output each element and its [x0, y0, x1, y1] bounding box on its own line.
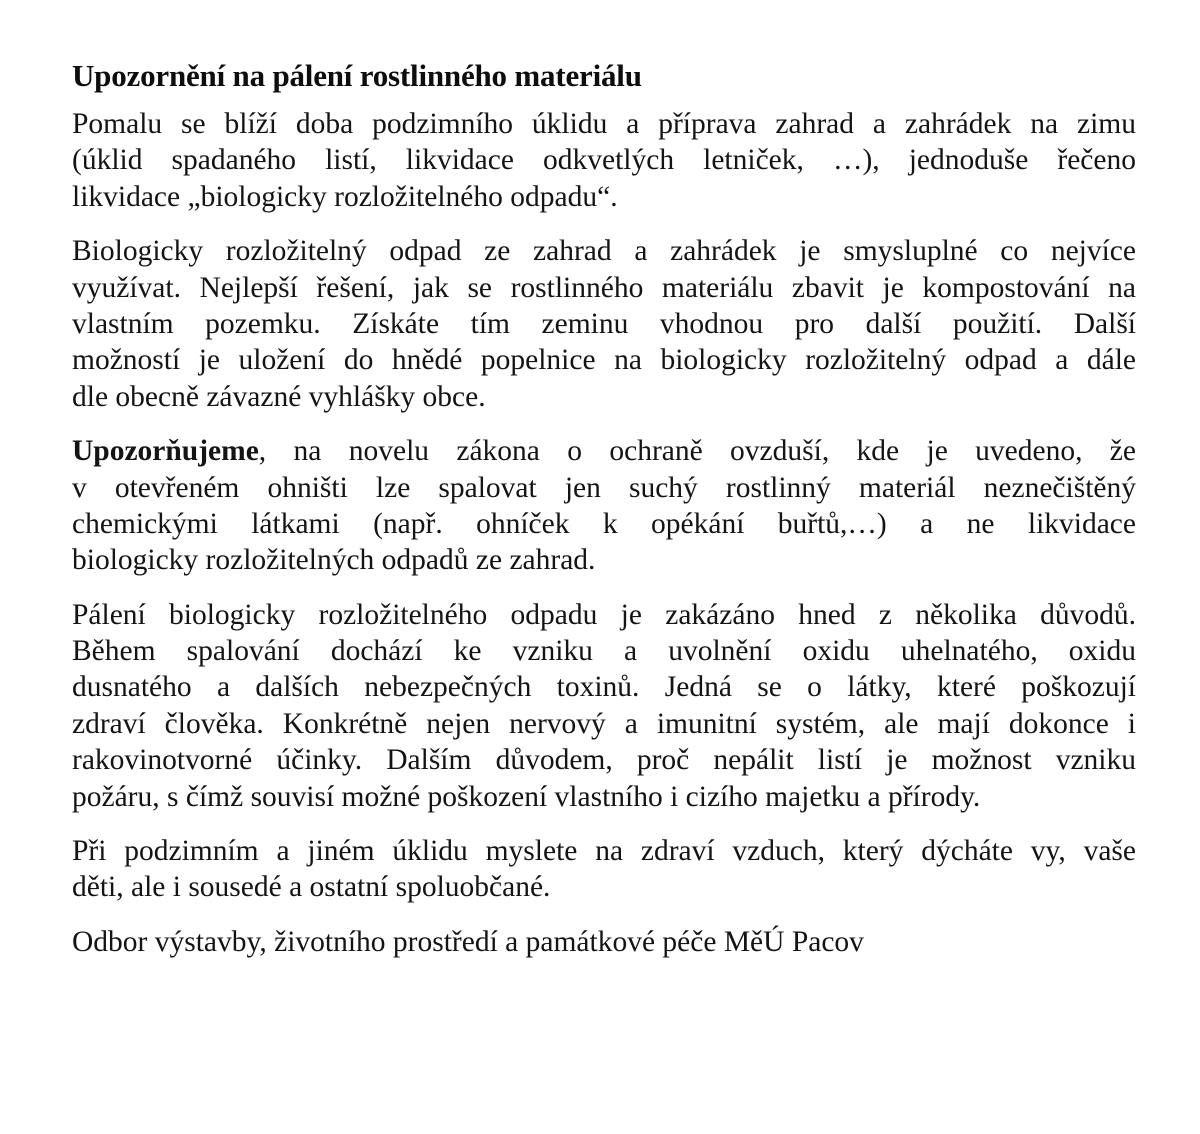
- paragraph-autumn-cleanup: [72, 106, 1136, 215]
- text-line: Biologicky rozložitelný odpad ze zahrad a zahrádek je smysluplné co nejvíce: [72, 235, 1136, 268]
- document-title: Upozornění na pálení rostlinného materiálu: [72, 58, 642, 93]
- text-line: zdraví člověka. Konkrétně nejen nervový a imunitní systém, ale mají dokonce i: [72, 707, 1136, 740]
- bold-lead-word: Upozorňujeme: [72, 435, 259, 468]
- text-line: možností je uložení do hnědé popelnice na biologicky rozložitelný odpad a dále: [72, 344, 1136, 377]
- text-line: požáru, s čímž souvisí možné poškození vlastního i cizího majetku a přírody.: [72, 780, 981, 813]
- text-line: biologicky rozložitelných odpadů ze zahrad.: [72, 544, 596, 577]
- paragraph-composting: [72, 233, 1136, 415]
- text-line: (úklid spadaného listí, likvidace odkvetlých letniček, …), jednoduše řečeno: [72, 144, 1136, 177]
- text-line: dle obecně závazné vyhlášky obce.: [72, 380, 486, 413]
- text-line: Během spalování dochází ke vzniku a uvolnění oxidu uhelnatého, oxidu: [72, 635, 1136, 668]
- paragraph-law-notice: [72, 433, 1136, 579]
- text-line-with-lead: [72, 433, 1136, 469]
- paragraph-appeal: [72, 833, 1136, 906]
- text-line: Při podzimním a jiném úklidu myslete na zdraví vzduch, který dýcháte vy, vaše: [72, 835, 1136, 868]
- signature: Odbor výstavby, životního prostředí a památkové péče MěÚ Pacov: [72, 925, 864, 958]
- text-line: Pomalu se blíží doba podzimního úklidu a příprava zahrad a zahrádek na zimu: [72, 108, 1136, 140]
- paragraph-burning-dangers: [72, 597, 1136, 815]
- text-line: Pálení biologicky rozložitelného odpadu je zakázáno hned z několika důvodů.: [72, 598, 1136, 631]
- text-line: rakovinotvorné účinky. Dalším důvodem, proč nepálit listí je možnost vzniku: [72, 744, 1136, 777]
- document-page: [72, 56, 1136, 960]
- text-line: likvidace „biologicky rozložitelného odpadu“.: [72, 180, 618, 213]
- text-line: dusnatého a dalších nebezpečných toxinů. Jedná se o látky, které poškozují: [72, 671, 1136, 704]
- text-line: vlastním pozemku. Získáte tím zeminu vhodnou pro další použití. Další: [72, 307, 1136, 340]
- text-line: využívat. Nejlepší řešení, jak se rostlinného materiálu zbavit je kompostování na: [72, 271, 1136, 304]
- text-line: v otevřeném ohništi lze spalovat jen suchý rostlinný materiál neznečištěný: [72, 471, 1136, 504]
- text-line: chemickými látkami (např. ohníček k opékání buřtů,…) a ne likvidace: [72, 507, 1136, 540]
- text-fragment: , na novelu zákona o ochraně ovzduší, kde je uvedeno, že: [258, 435, 1136, 468]
- text-line: děti, ale i sousedé a ostatní spoluobčané.: [72, 871, 551, 904]
